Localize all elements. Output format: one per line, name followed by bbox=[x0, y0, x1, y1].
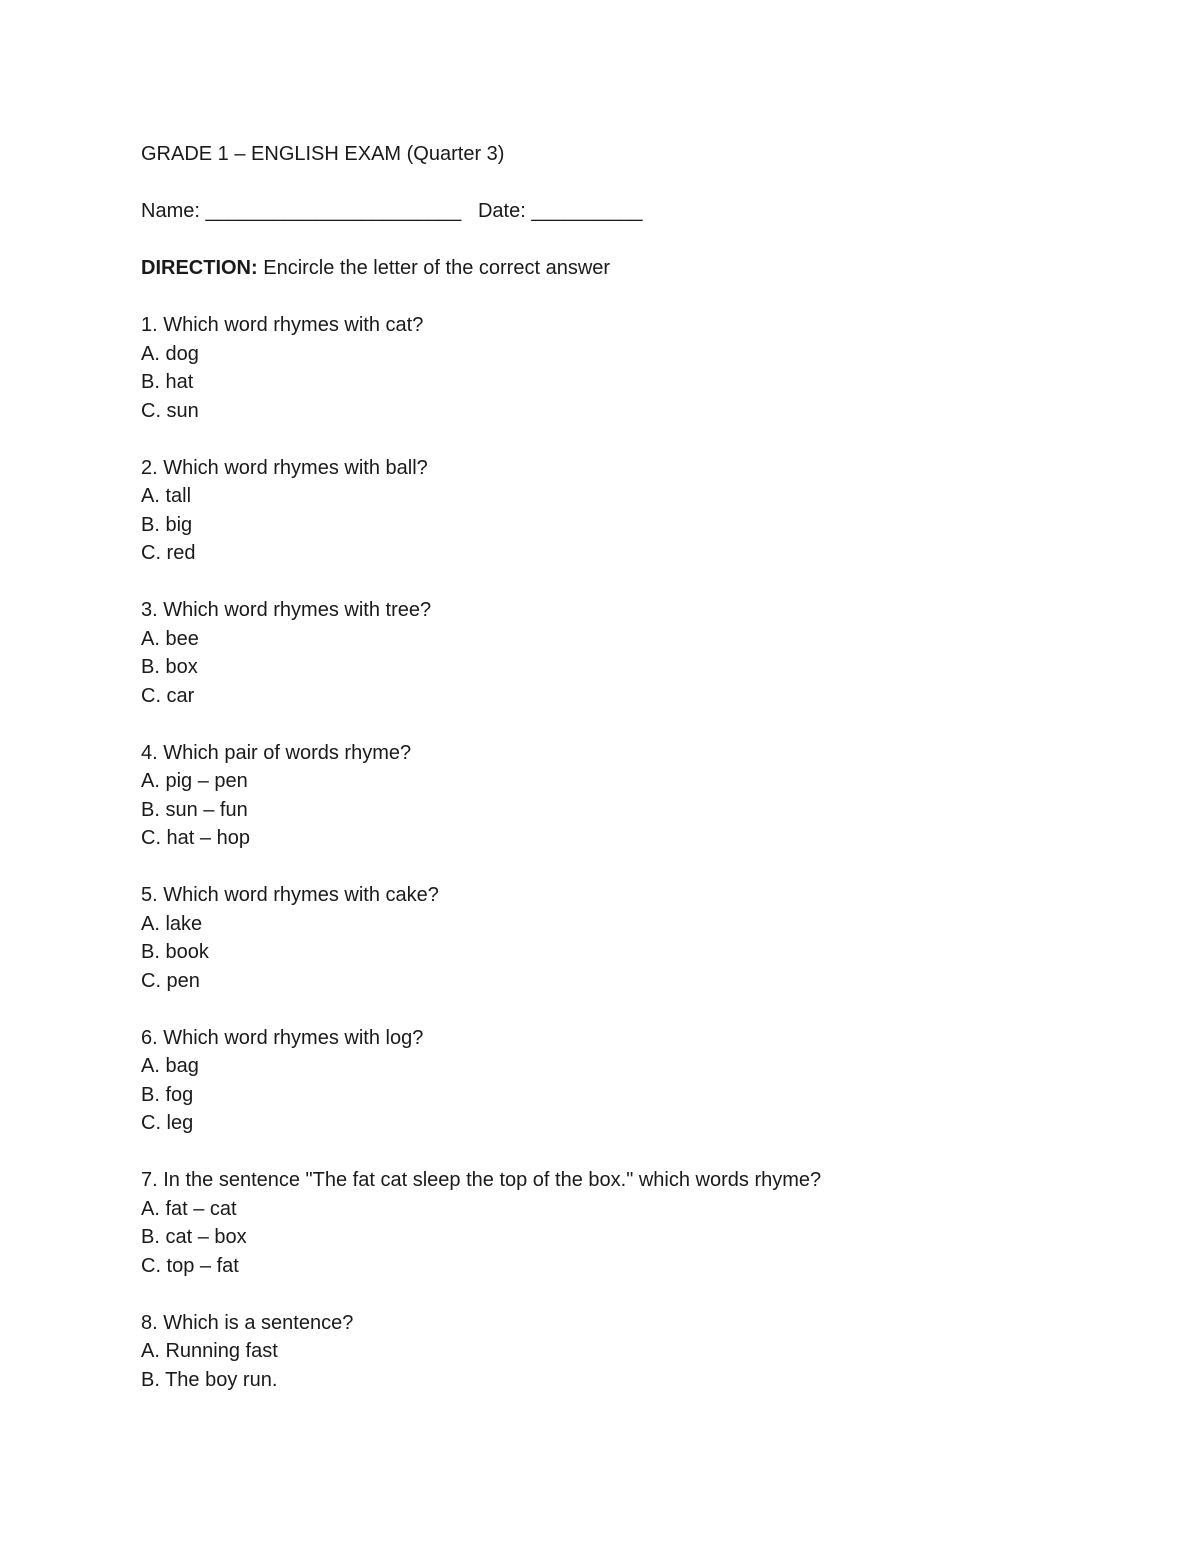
answer-option[interactable]: A. pig – pen bbox=[141, 770, 248, 792]
question-3 bbox=[141, 596, 1141, 710]
exam-page bbox=[141, 140, 1141, 1394]
question-stem: 5. Which word rhymes with cake? bbox=[141, 884, 439, 906]
question-8 bbox=[141, 1309, 1141, 1395]
question-list bbox=[141, 311, 1141, 1394]
question-stem: 7. In the sentence "The fat cat sleep the top of the box." which words rhyme? bbox=[141, 1169, 822, 1191]
question-4 bbox=[141, 739, 1141, 853]
direction-line bbox=[141, 254, 1141, 283]
answer-option[interactable]: A. bee bbox=[141, 627, 199, 650]
question-1 bbox=[141, 311, 1141, 425]
answer-option[interactable]: A. lake bbox=[141, 912, 203, 935]
answer-option[interactable]: A. dog bbox=[141, 342, 199, 365]
question-5 bbox=[141, 881, 1141, 995]
answer-option[interactable]: C. top – fat bbox=[141, 1254, 239, 1277]
question-stem: 2. Which word rhymes with ball? bbox=[141, 456, 428, 479]
answer-option[interactable]: B. fog bbox=[141, 1083, 194, 1106]
answer-option[interactable]: C. sun bbox=[141, 399, 199, 422]
answer-option[interactable]: B. big bbox=[141, 513, 193, 536]
answer-option[interactable]: B. book bbox=[141, 941, 209, 963]
question-stem: 1. Which word rhymes with cat? bbox=[141, 314, 424, 336]
answer-option[interactable]: C. car bbox=[141, 684, 195, 707]
answer-option[interactable]: A. bag bbox=[141, 1055, 199, 1077]
answer-option[interactable]: C. leg bbox=[141, 1112, 194, 1134]
question-stem: 8. Which is a sentence? bbox=[141, 1311, 354, 1334]
question-stem: 3. Which word rhymes with tree? bbox=[141, 599, 432, 621]
answer-option[interactable]: A. Running fast bbox=[141, 1340, 278, 1362]
answer-option[interactable]: C. red bbox=[141, 542, 196, 564]
direction-label: DIRECTION: bbox=[141, 257, 258, 279]
name-date-line: Name: _______________________ Date: __________ bbox=[141, 200, 643, 222]
question-2 bbox=[141, 454, 1141, 568]
answer-option[interactable]: C. hat – hop bbox=[141, 827, 250, 849]
question-stem: 6. Which word rhymes with log? bbox=[141, 1026, 424, 1049]
exam-title: GRADE 1 – ENGLISH EXAM (Quarter 3) bbox=[141, 143, 505, 165]
answer-option[interactable]: B. hat bbox=[141, 371, 194, 393]
answer-option[interactable]: A. tall bbox=[141, 485, 192, 507]
question-7 bbox=[141, 1166, 1141, 1280]
answer-option[interactable]: B. box bbox=[141, 656, 198, 678]
answer-option[interactable]: A. fat – cat bbox=[141, 1197, 237, 1220]
answer-option[interactable]: B. The boy run. bbox=[141, 1368, 278, 1391]
question-6 bbox=[141, 1024, 1141, 1138]
direction-text: Encircle the letter of the correct answer bbox=[257, 257, 611, 279]
answer-option[interactable]: B. cat – box bbox=[141, 1226, 247, 1248]
answer-option[interactable]: C. pen bbox=[141, 969, 200, 992]
answer-option[interactable]: B. sun – fun bbox=[141, 798, 248, 821]
question-stem: 4. Which pair of words rhyme? bbox=[141, 741, 412, 764]
